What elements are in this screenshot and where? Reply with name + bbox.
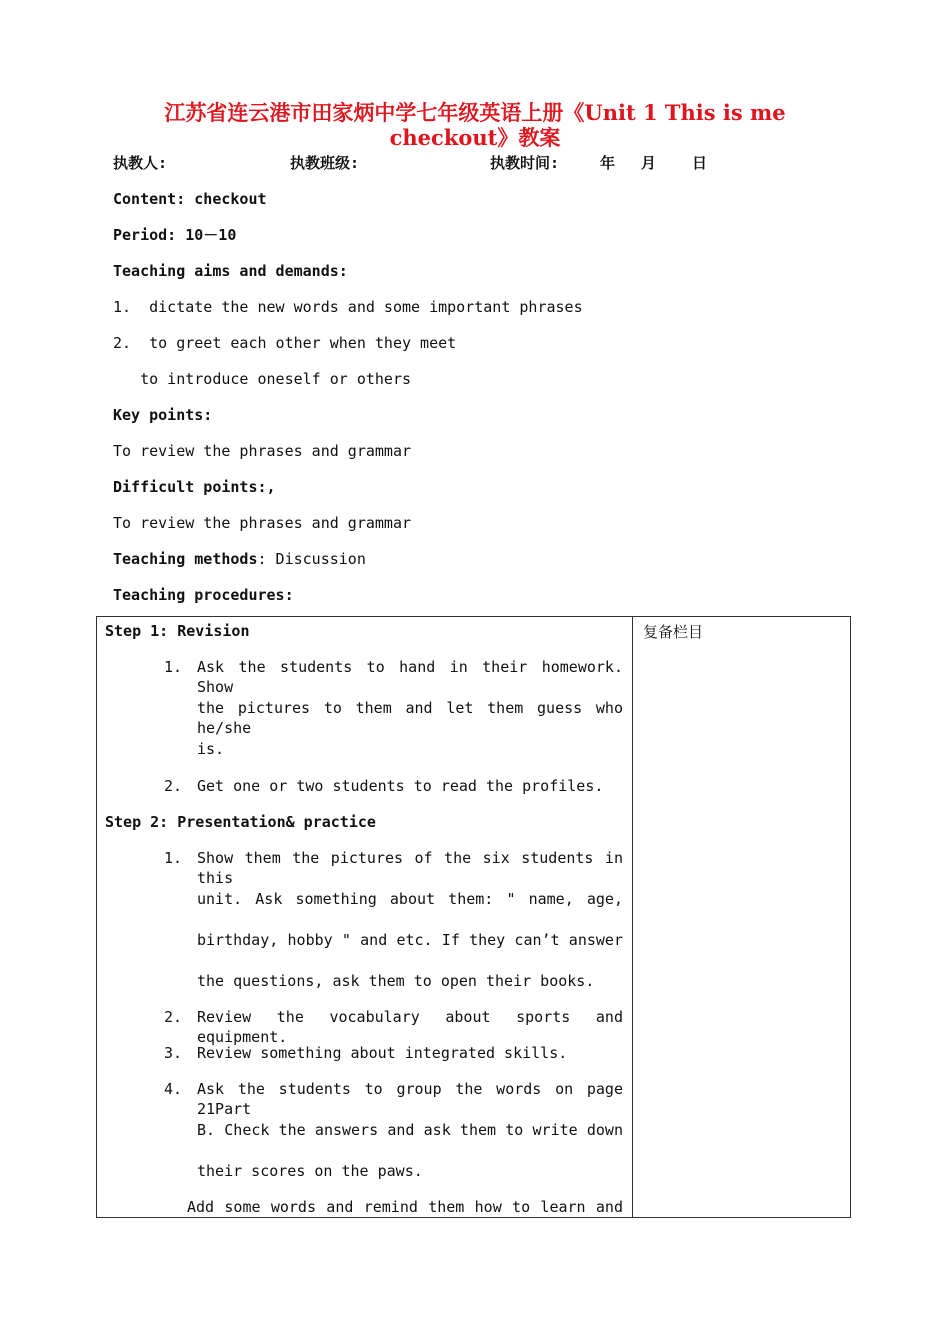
title-line-2: checkout》教案 — [389, 125, 561, 150]
methods-value: : Discussion — [257, 550, 366, 568]
item-text-line: the pictures to them and let them guess who he/she — [197, 699, 623, 737]
key-points-text: To review the phrases and grammar — [113, 442, 412, 460]
time-label: 执教时间: — [490, 154, 560, 172]
month-label: 月 — [641, 154, 657, 172]
aim-item: 2. to greet each other when they meet — [113, 334, 457, 352]
item-text-line: Ask the students to hand in their homework. Show — [197, 658, 623, 696]
item-text-line: their scores on the paws. — [197, 1162, 423, 1180]
class-label: 执教班级: — [290, 154, 360, 172]
item-number: 4. — [164, 1080, 183, 1098]
aims-heading: Teaching aims and demands: — [113, 262, 348, 280]
title-line-1: 江苏省连云港市田家炳中学七年级英语上册《Unit 1 This is me — [164, 100, 786, 125]
difficult-points-heading: Difficult points:, — [113, 478, 276, 496]
item-text-line: birthday, hobby " and etc. If they can’t answer — [197, 931, 623, 949]
step2-heading: Step 2: Presentation& practice — [105, 813, 376, 831]
item-text-line: Review something about integrated skills. — [197, 1044, 568, 1062]
step2-trailing-line: Add some words and remind them how to learn and — [187, 1198, 623, 1216]
day-label: 日 — [692, 154, 708, 172]
item-text-line: is. — [197, 740, 225, 758]
year-label: 年 — [600, 154, 616, 172]
step1-heading: Step 1: Revision — [105, 622, 250, 640]
methods-label: Teaching methods — [113, 550, 258, 568]
item-text-line: the questions, ask them to open their books. — [197, 972, 595, 990]
procedures-table — [96, 616, 851, 1218]
item-text-line: B. Check the answers and ask them to write down — [197, 1121, 623, 1139]
item-text-line: Show them the pictures of the six students in this — [197, 849, 623, 887]
procedures-main-cell — [97, 617, 633, 1218]
item-text-line: Review the vocabulary about sports and equipment. — [197, 1008, 623, 1046]
item-number: 2. — [164, 1008, 183, 1026]
item-number: 3. — [164, 1044, 183, 1062]
item-text-line: Get one or two students to read the profiles. — [197, 777, 604, 795]
review-notes-column — [633, 617, 851, 1218]
teacher-label: 执教人: — [113, 154, 168, 172]
item-number: 1. — [164, 849, 183, 867]
document-title — [100, 100, 850, 150]
difficult-points-text: To review the phrases and grammar — [113, 514, 412, 532]
review-notes-label: 复备栏目 — [643, 623, 704, 641]
key-points-heading: Key points: — [113, 406, 213, 424]
teaching-methods-line — [113, 549, 366, 569]
item-text-line: Ask the students to group the words on page 21Part — [197, 1080, 623, 1118]
aim-item: 1. dictate the new words and some important phrases — [113, 298, 583, 316]
item-number: 1. — [164, 658, 183, 676]
item-number: 2. — [164, 777, 183, 795]
procedures-heading: Teaching procedures: — [113, 586, 294, 604]
content-line: Content: checkout — [113, 190, 267, 208]
item-text-line: unit. Ask something about them: " name, age, — [197, 890, 623, 908]
period-line: Period: 10－10 — [113, 226, 237, 244]
aim-item: to introduce oneself or others — [113, 370, 412, 388]
